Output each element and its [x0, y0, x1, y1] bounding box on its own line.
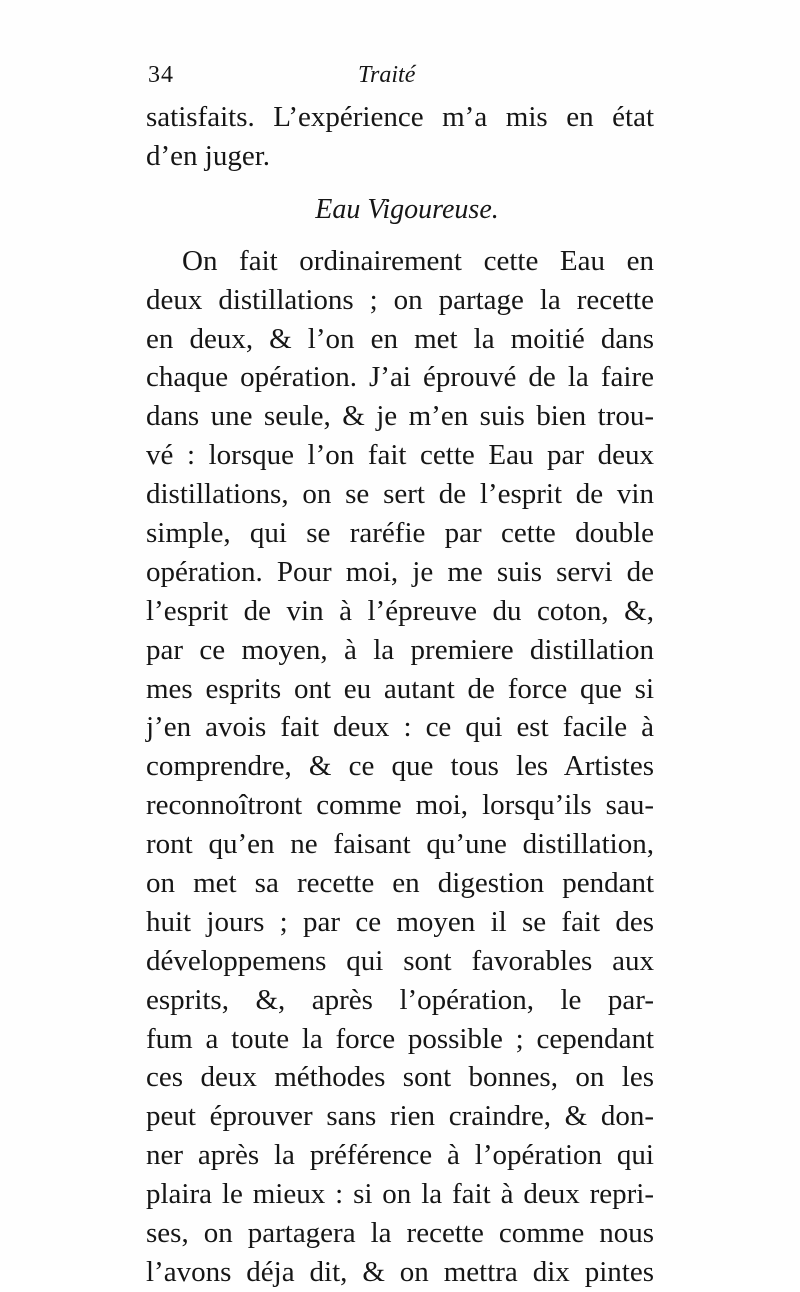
body-line: vé : lorsque l’on fait cette Eau par deux [146, 439, 654, 472]
body-line: fum a toute la force possible ; cependant [146, 1022, 654, 1055]
body-line: j’en avois fait deux : ce qui est facile à [146, 711, 654, 744]
body-line: peut éprouver sans rien craindre, & don- [146, 1100, 654, 1133]
body-line: en deux, & l’on en met la moitié dans [146, 322, 654, 355]
body-line: on met sa recette en digestion pendant [146, 867, 654, 900]
body-line: l’esprit de vin à l’épreuve du coton, &, [146, 594, 654, 627]
body-line: plaira le mieux : si on la fait à deux repri- [146, 1178, 654, 1211]
body-line: ront qu’en ne faisant qu’une distillation, [146, 828, 654, 861]
body-line: développemens qui sont favorables aux [146, 944, 654, 977]
body-line: ner après la préférence à l’opération qui [146, 1139, 654, 1172]
body-line: mes esprits ont eu autant de force que si [146, 672, 654, 705]
body-line: On fait ordinairement cette Eau en [182, 244, 654, 277]
body-line: ces deux méthodes sont bonnes, on les [146, 1061, 654, 1094]
body-line: deux distillations ; on partage la recette [146, 283, 654, 316]
body-line: par ce moyen, à la premiere distillation [146, 633, 654, 666]
page-text [146, 98, 654, 1292]
intro-line: satisfaits. L’expérience m’a mis en état [146, 101, 654, 133]
running-head [148, 62, 648, 96]
intro-line: d’en juger. [146, 139, 271, 172]
body-line: esprits, &, après l’opération, le par- [146, 983, 654, 1016]
body-line: distillations, on se sert de l’esprit de vin [146, 478, 654, 511]
body-line: reconnoîtront comme moi, lorsqu’ils sau- [146, 789, 654, 822]
body-line: l’avons déja dit, & on mettra dix pintes [146, 1255, 654, 1288]
body-line: chaque opération. J’ai éprouvé de la faire [146, 361, 654, 394]
section-title: Eau Vigoureuse. [315, 193, 499, 225]
body-line: opération. Pour moi, je me suis servi de [146, 555, 654, 588]
body-line: huit jours ; par ce moyen il se fait des [146, 905, 654, 938]
body-line: simple, qui se raréfie par cette double [146, 517, 654, 550]
body-line: comprendre, & ce que tous les Artistes [146, 750, 654, 783]
body-line: ses, on partagera la recette comme nous [146, 1217, 654, 1250]
page-number: 34 [148, 62, 174, 88]
body-line: dans une seule, & je m’en suis bien trou- [146, 400, 654, 433]
running-title: Traité [358, 62, 416, 88]
